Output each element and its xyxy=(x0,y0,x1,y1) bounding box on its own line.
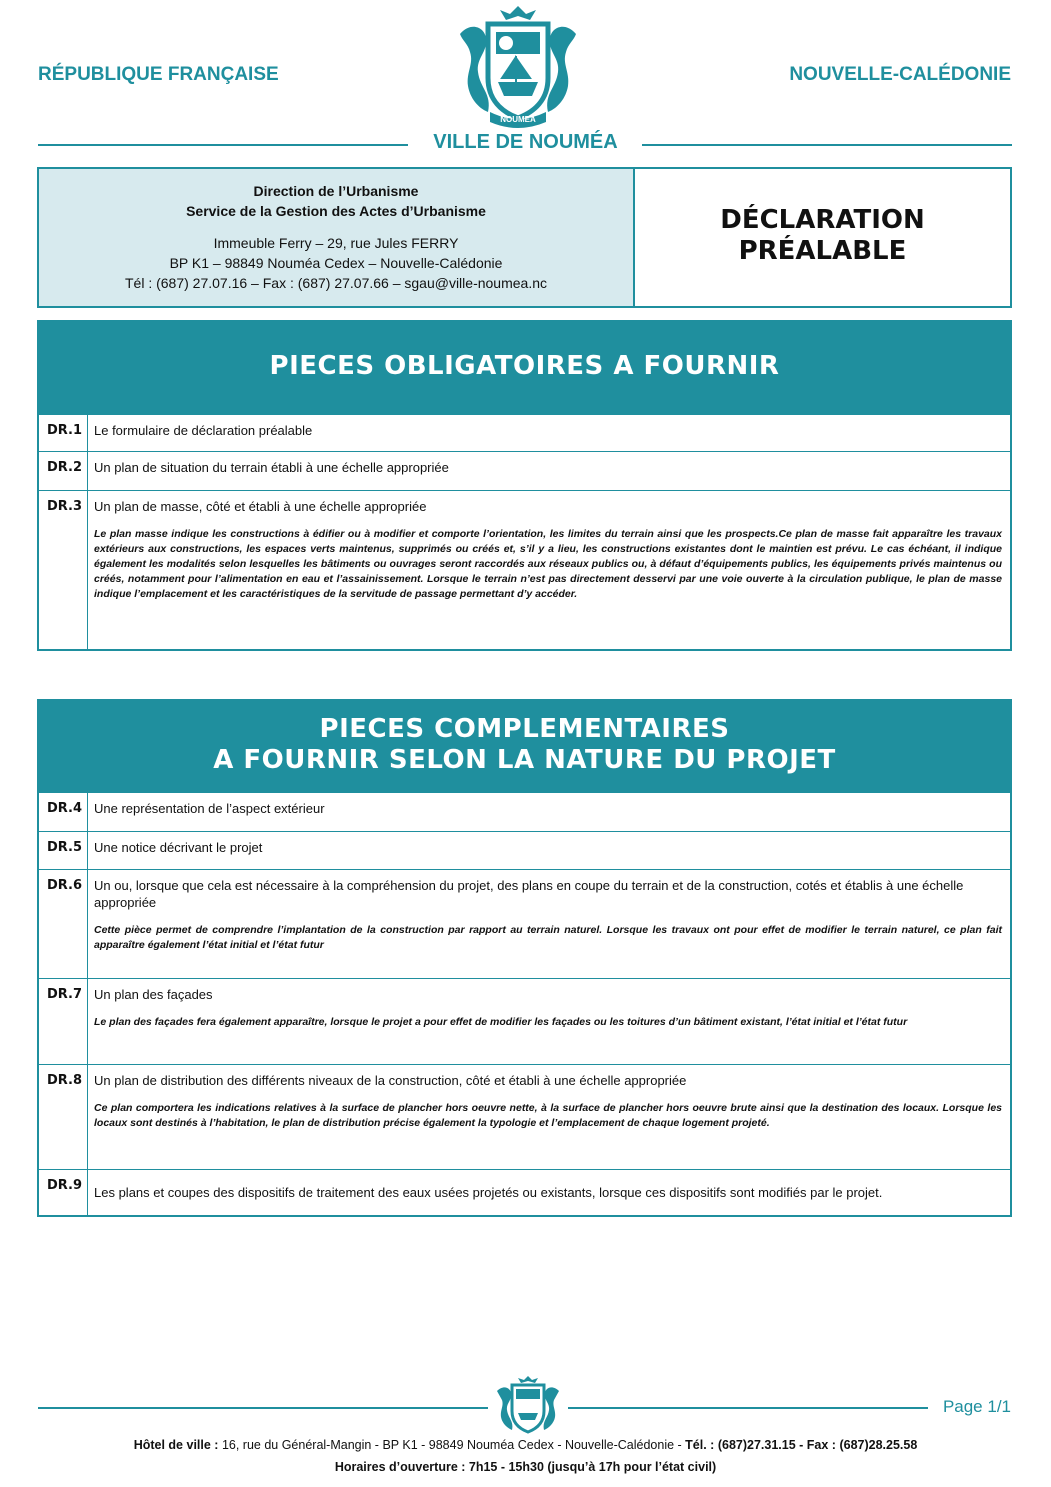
footer-rule-right xyxy=(568,1407,928,1409)
row-note: Le plan masse indique les constructions à édifier ou à modifier et comporte l’orientation, les limites du terrain ainsi que les prospects.Ce plan de masse fait apparaître les travaux extérieurs aux constructions, les espaces verts maintenus, supprimés ou créés et, s’il y a lieu, les constructions existantes dont le maintien est prévu. Le cas échéant, il indique également les modalités selon lesquelles les bâtiments ou ouvrages seront raccordés aux réseaux publics ou, à défaut d’équipements publics, les équipements privés maintenus ou créés, notamment pour l’alimentation en eau et l’assainissement. Lorsque le terrain n’est pas directement desservi par une voie ouverte à la circulation publique, le plan de masse indique l’emplacement et les caractéristiques de la servitude de passage permettant d’y accéder. xyxy=(94,528,1002,600)
section-mandatory xyxy=(37,320,1012,651)
section-complementary-heading xyxy=(39,701,1010,792)
row-note: Ce plan comportera les indications relatives à la surface de plancher hors oeuvre nette, à la surface de plancher hors oeuvre brute ainsi que la destination des locaux. Lorsque les locaux sont destinés à l’habitation, le plan de distribution précise également la typologie et l’emplacement de chaque logement projeté. xyxy=(94,1102,1002,1129)
table-row xyxy=(39,831,1010,869)
row-code: DR.9 xyxy=(39,1170,88,1215)
header-left-text: RÉPUBLIQUE FRANÇAISE xyxy=(38,64,279,85)
address-line-2: Service de la Gestion des Actes d’Urbanisme xyxy=(186,203,486,219)
table-row xyxy=(39,451,1010,490)
address-line-4: BP K1 – 98849 Nouméa Cedex – Nouvelle-Calédonie xyxy=(169,255,503,271)
table-row xyxy=(39,1169,1010,1215)
row-note: Cette pièce permet de comprendre l’implantation de la construction par rapport au terrain naturel. Lorsque les travaux ont pour effet de modifier le terrain naturel, ce plan fait apparaître également l’état initial et l’état futur xyxy=(94,924,1002,951)
footer-tel-label: Tél. : xyxy=(685,1438,715,1452)
section-mandatory-heading: PIECES OBLIGATOIRES A FOURNIR xyxy=(39,322,1010,414)
page-number: Page 1/1 xyxy=(942,1397,1011,1416)
row-code: DR.8 xyxy=(39,1065,88,1169)
ville-title: VILLE DE NOUMÉA xyxy=(0,131,1051,154)
address-line-1: Direction de l’Urbanisme xyxy=(253,183,419,199)
row-code: DR.2 xyxy=(39,452,88,490)
footer-fax: (687)28.25.58 xyxy=(839,1438,918,1452)
footer-hours: Horaires d’ouverture : 7h15 - 15h30 (jusqu’à 17h pour l’état civil) xyxy=(334,1460,717,1474)
table-row xyxy=(39,414,1010,451)
row-text: Un ou, lorsque que cela est nécessaire à la compréhension du projet, des plans en coupe du terrain et de la construction, cotés et établis à une échelle appropriée xyxy=(94,878,964,910)
row-code: DR.5 xyxy=(39,832,88,869)
row-text: Un plan de distribution des différents niveaux de la construction, côté et établi à une échelle appropriée xyxy=(94,1073,687,1088)
row-text: Les plans et coupes des dispositifs de traitement des eaux usées projetés ou existants, lorsque ces dispositifs sont modifiés par le projet. xyxy=(94,1185,883,1200)
footer-tel: (687)27.31.15 xyxy=(717,1438,796,1452)
table-row xyxy=(39,490,1010,649)
row-text: Une notice décrivant le projet xyxy=(94,840,263,855)
footer-logo xyxy=(494,1375,562,1437)
row-text: Un plan de masse, côté et établi à une échelle appropriée xyxy=(94,499,427,514)
table-row xyxy=(39,792,1010,831)
address-line-3: Immeuble Ferry – 29, rue Jules FERRY xyxy=(213,235,459,251)
footer-addr: 16, rue du Général-Mangin - BP K1 - 98849 Nouméa Cedex - Nouvelle-Calédonie - xyxy=(221,1438,682,1452)
address-line-5: Tél : (687) 27.07.16 – Fax : (687) 27.07.66 – sgau@ville-noumea.nc xyxy=(124,275,547,291)
footer-address xyxy=(0,1438,1051,1452)
row-text: Un plan de situation du terrain établi à une échelle appropriée xyxy=(94,460,449,475)
footer-addr-label: Hôtel de ville : xyxy=(133,1438,219,1452)
coat-of-arms-logo xyxy=(454,4,582,132)
row-text: Un plan des façades xyxy=(94,987,213,1002)
footer-rule-left xyxy=(38,1407,488,1409)
heading-line-1: PIECES COMPLEMENTAIRES xyxy=(319,714,730,744)
row-code: DR.7 xyxy=(39,979,88,1064)
title-line-2: PRÉALABLE xyxy=(738,236,907,266)
row-text: Le formulaire de déclaration préalable xyxy=(94,423,313,438)
row-code: DR.1 xyxy=(39,415,88,451)
title-line-1: DÉCLARATION xyxy=(720,205,925,235)
row-text: Une représentation de l’aspect extérieur xyxy=(94,801,325,816)
section-complementary xyxy=(37,699,1012,1217)
row-note: Le plan des façades fera également apparaître, lorsque le projet a pour effet de modifier les façades ou les toitures d’un bâtiment existant, l’état initial et l’état futur xyxy=(94,1016,908,1028)
address-box xyxy=(37,167,635,308)
heading-line-2: A FOURNIR SELON LA NATURE DU PROJET xyxy=(213,745,836,775)
table-row xyxy=(39,978,1010,1064)
header-right-text: NOUVELLE-CALÉDONIE xyxy=(789,64,1011,85)
footer-fax-label: - Fax : xyxy=(799,1438,836,1452)
row-code: DR.4 xyxy=(39,793,88,831)
row-code: DR.6 xyxy=(39,870,88,978)
table-row xyxy=(39,1064,1010,1169)
row-code: DR.3 xyxy=(39,491,88,649)
document-title xyxy=(635,167,1012,308)
svg-text:NOUMEA: NOUMEA xyxy=(500,115,536,124)
table-row xyxy=(39,869,1010,978)
